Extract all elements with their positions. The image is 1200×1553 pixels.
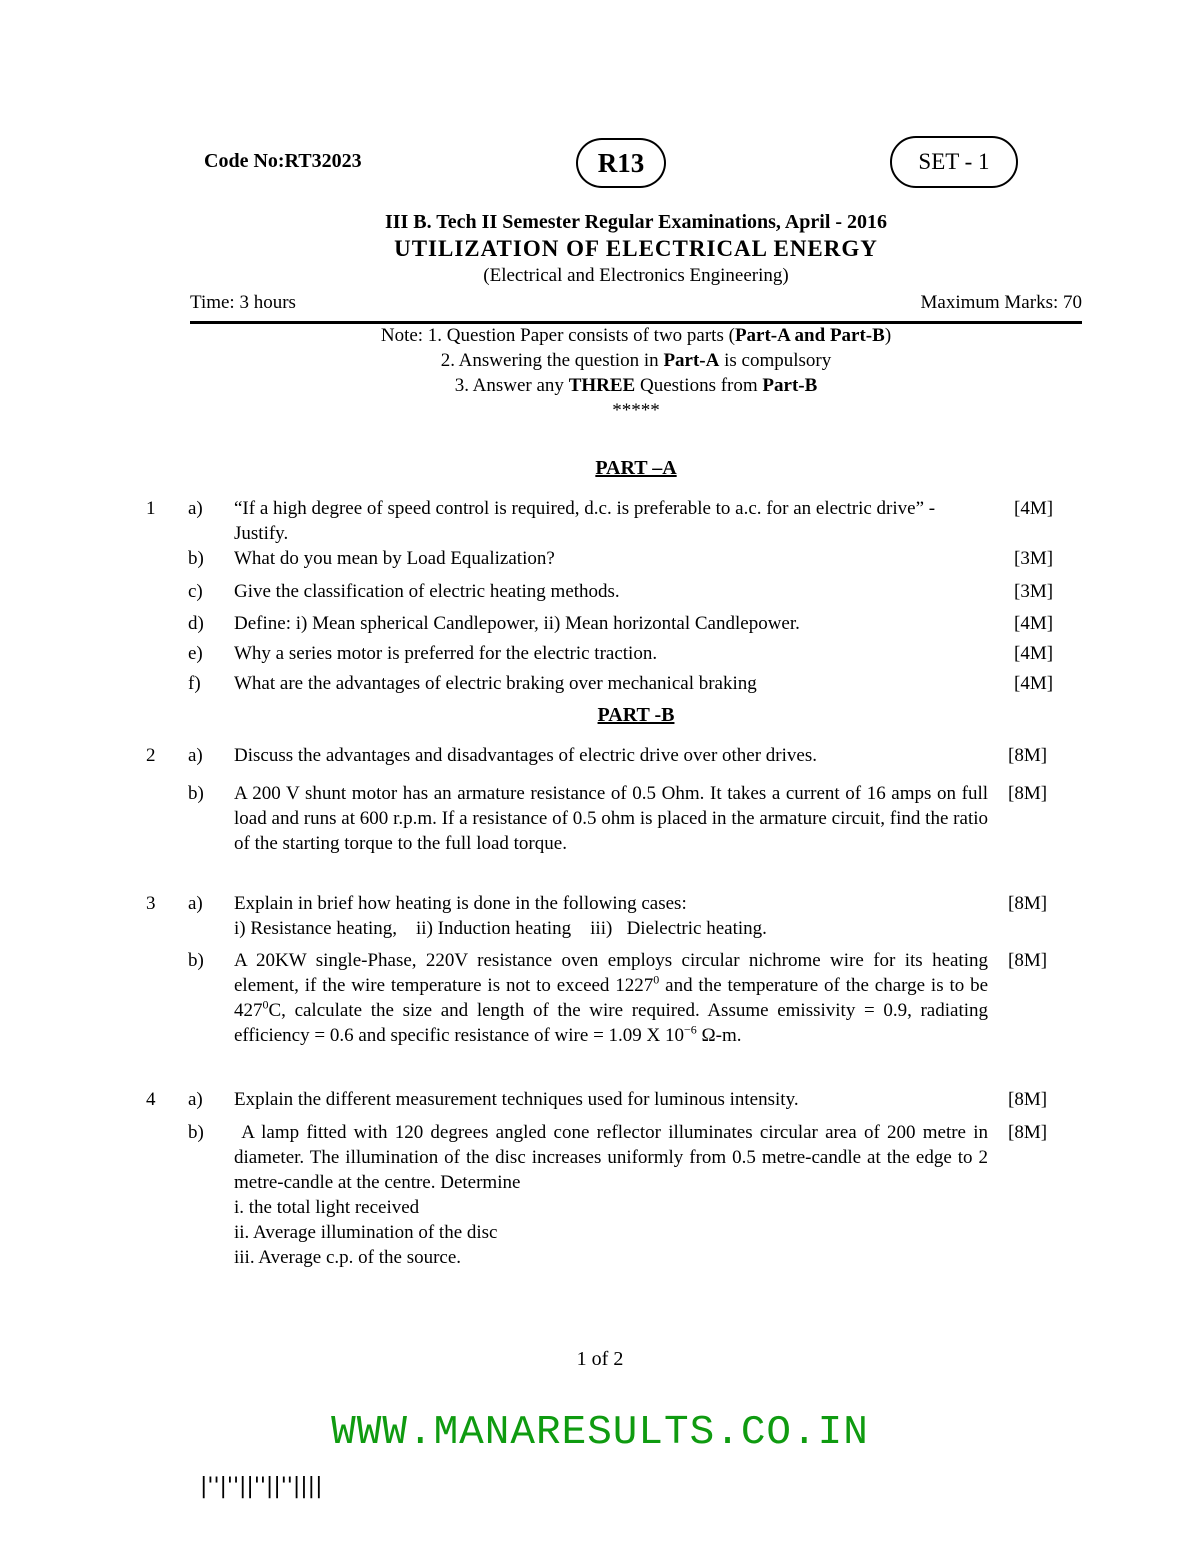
question-fragment: A 20KW single-Phase, 220V resistance oven employs circular nichrome wire for its heating element, if the wire temperature is not to exceed 1227 — [234, 950, 988, 996]
marks-label: [8M] — [1008, 893, 1048, 914]
question-number: 4 — [146, 1089, 156, 1110]
part-b-title: PART -B — [597, 704, 675, 726]
code-number: Code No:RT32023 — [204, 150, 362, 172]
marks-label: [8M] — [1008, 1089, 1048, 1110]
question-text — [234, 948, 988, 1048]
sub-label: b) — [188, 950, 204, 971]
superscript: 0 — [653, 972, 660, 987]
marks-label: [4M] — [1014, 613, 1054, 634]
question-text: What do you mean by Load Equalization? — [234, 548, 555, 569]
question-paragraph: A lamp fitted with 120 degrees angled cone reflector illuminates circular area of 200 metre in diameter. The illumination of the disc increases uniformly from 0.5 metre-candle at the edge to 2 metre-candle at the centre. Determine — [234, 1122, 993, 1193]
sub-item: i. the total light received — [234, 1197, 420, 1218]
barcode: |''|''||''||''|||| — [200, 1474, 323, 1499]
question-text: Why a series motor is preferred for the electric traction. — [234, 643, 658, 664]
note-text: is compulsory — [719, 350, 832, 371]
sub-label: f) — [188, 673, 201, 694]
sub-label: a) — [188, 1089, 203, 1110]
note-bold: Part-A and Part-B — [734, 325, 885, 346]
note-line-1 — [190, 325, 1082, 347]
sub-label: b) — [188, 1122, 204, 1143]
part-a-title: PART –A — [595, 457, 677, 479]
sub-label: e) — [188, 643, 203, 664]
superscript: −6 — [684, 1022, 697, 1037]
question-fragment: Ω-m. — [696, 1025, 742, 1046]
regulation-text: R13 — [597, 147, 645, 178]
question-fragment: and the temperature of the charge is to be 427 — [234, 975, 989, 1021]
note-text: Note: 1. Question Paper consists of two parts ( — [380, 325, 735, 346]
sub-label: a) — [188, 893, 203, 914]
superscript: 0 — [262, 997, 269, 1012]
regulation-badge — [576, 138, 666, 188]
exam-title: III B. Tech II Semester Regular Examinations, April - 2016 — [384, 211, 888, 233]
page-number: 1 of 2 — [576, 1348, 624, 1370]
marks-label: [3M] — [1014, 548, 1054, 569]
set-text: SET - 1 — [918, 149, 990, 174]
sub-label: a) — [188, 498, 203, 519]
sub-item: ii. Average illumination of the disc — [234, 1222, 498, 1243]
note-bold: Part-A — [663, 350, 720, 371]
question-text — [234, 891, 988, 941]
note-text: ) — [884, 325, 892, 346]
marks-label: [3M] — [1014, 581, 1054, 602]
max-marks: Maximum Marks: 70 — [920, 292, 1082, 313]
sub-label: a) — [188, 745, 203, 766]
subject-title: UTILIZATION OF ELECTRICAL ENERGY — [394, 236, 878, 261]
sub-item: iii. Average c.p. of the source. — [234, 1247, 462, 1268]
marks-label: [8M] — [1008, 745, 1048, 766]
note-text: 2. Answering the question in — [440, 350, 664, 371]
sub-label: d) — [188, 613, 204, 634]
question-fragment: C, calculate the size and length of the wire required. Assume emissivity = 0.9, radiating efficiency = 0.6 and specific resistance of wire = 1.09 X 10 — [234, 1000, 988, 1046]
sub-label: c) — [188, 581, 203, 602]
note-text: Questions from — [635, 375, 763, 396]
question-text: What are the advantages of electric braking over mechanical braking — [234, 673, 757, 694]
question-text: Explain the different measurement techniques used for luminous intensity. — [234, 1089, 799, 1110]
sub-label: b) — [188, 548, 204, 569]
sub-label: b) — [188, 783, 204, 804]
note-text: 3. Answer any — [454, 375, 569, 396]
question-text: A 200 V shunt motor has an armature resistance of 0.5 Ohm. It takes a current of 16 amps on full load and runs at 600 r.p.m. If a resistance of 0.5 ohm is placed in the armature circuit, find the ratio of the starting torque to the full load torque. — [234, 783, 988, 854]
question-line: Explain in brief how heating is done in the following cases: — [234, 893, 687, 914]
set-badge — [890, 136, 1018, 188]
note-bold: THREE — [568, 375, 636, 396]
question-number: 1 — [146, 498, 156, 519]
note-line-3 — [190, 375, 1082, 397]
marks-label: [8M] — [1008, 950, 1048, 971]
note-bold: Part-B — [762, 375, 818, 396]
question-text — [234, 1120, 993, 1270]
header-rule — [190, 321, 1082, 324]
question-text: Define: i) Mean spherical Candlepower, ii) Mean horizontal Candlepower. — [234, 613, 800, 634]
watermark-link[interactable]: WWW.MANARESULTS.CO.IN — [331, 1410, 869, 1456]
question-number: 2 — [146, 745, 156, 766]
question-text: “If a high degree of speed control is required, d.c. is preferable to a.c. for an electric drive” -Justify. — [234, 498, 936, 544]
marks-label: [8M] — [1008, 783, 1048, 804]
marks-label: [4M] — [1014, 673, 1054, 694]
question-text: Give the classification of electric heating methods. — [234, 581, 620, 602]
question-line: i) Resistance heating, ii) Induction heating iii) Dielectric heating. — [234, 918, 767, 939]
marks-label: [4M] — [1014, 643, 1054, 664]
branch-name: (Electrical and Electronics Engineering) — [483, 265, 789, 286]
note-line-2 — [190, 350, 1082, 372]
exam-time: Time: 3 hours — [190, 292, 296, 313]
question-text: Discuss the advantages and disadvantages of electric drive over other drives. — [234, 745, 817, 766]
question-number: 3 — [146, 893, 156, 914]
note-stars: ***** — [612, 400, 660, 421]
marks-label: [8M] — [1008, 1122, 1048, 1143]
marks-label: [4M] — [1014, 498, 1054, 519]
